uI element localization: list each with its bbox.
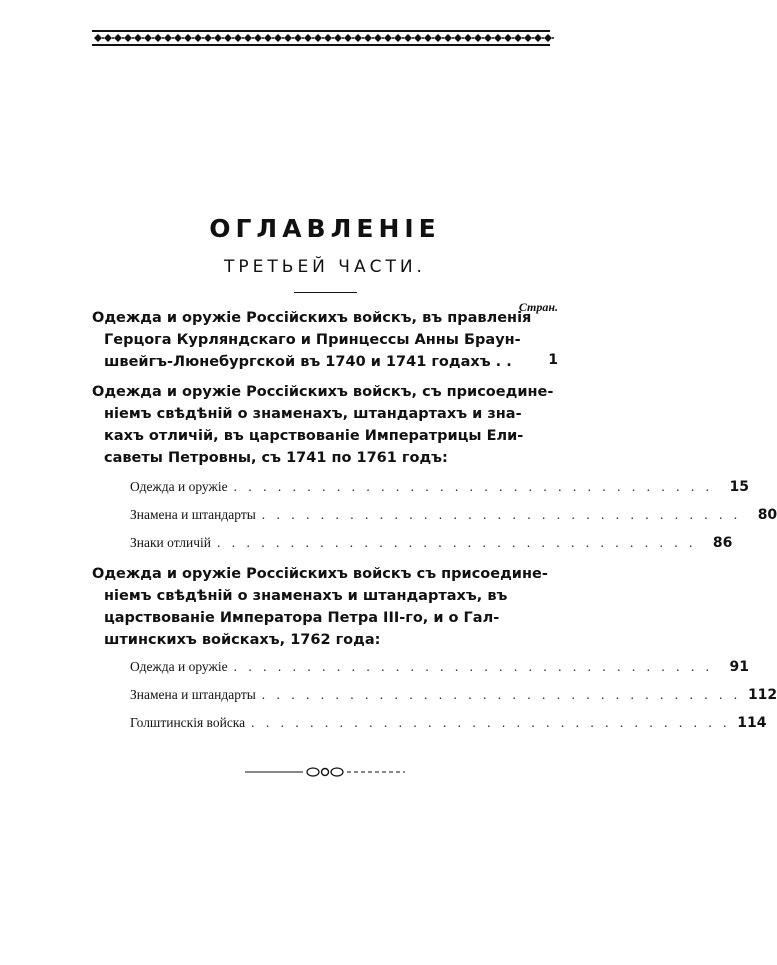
dot-leader: . . . . . . . . . . . . . . . . . . . . . . . . . . . . . . . . . (261, 507, 742, 522)
toc-entry-page: 86 (712, 535, 733, 551)
section-line: кахъ отличій, въ царствованіе Императрицы Ели- (104, 428, 524, 444)
toc-entry-page: 80 (757, 507, 777, 523)
toc-section-2 (92, 381, 558, 469)
section-line: штинскихъ войскахъ, 1762 года: (104, 632, 381, 648)
toc-entry (130, 533, 733, 553)
toc-section-1 (92, 307, 558, 373)
page-column-heading: Стран. (518, 300, 558, 314)
section-line: Одежда и оружіе Россійскихъ войскъ съ присоедине- (92, 566, 548, 582)
section-line: Герцога Курляндскаго и Принцессы Анны Браун- (104, 332, 521, 348)
dot-leader: . . . . . . . . . . . . . . . . . . . . . . . . . . . . . . . . . (233, 479, 713, 494)
toc-entry-label: Знамена и штандарты (130, 507, 256, 522)
section-line: ніемъ свѣдѣній о знаменахъ, штандартахъ и зна- (104, 406, 522, 422)
toc-entry-label: Одежда и оружіе (130, 479, 228, 494)
section-line: швейгъ-Люнебургской въ 1740 и 1741 годахъ . . (104, 354, 512, 370)
toc-entry-label: Голштинскія войска (130, 715, 246, 730)
section-line: Одежда и оружіе Россійскихъ войскъ, въ правленія (92, 310, 532, 326)
toc-entry-page: 112 (747, 687, 777, 703)
toc-entry (130, 657, 749, 677)
dot-leader: . . . . . . . . . . . . . . . . . . . . . . . . . . . . . . . . . (251, 715, 731, 730)
dot-leader: . . . . . . . . . . . . . . . . . . . . . . . . . . . . . . . . . (261, 687, 742, 702)
toc-section-3 (92, 563, 558, 651)
toc-entry (130, 685, 777, 705)
top-ornament-border (92, 30, 550, 46)
toc-entry-page: 15 (729, 479, 749, 495)
title-divider (294, 292, 357, 293)
toc-entry-label: Одежда и оружіе (130, 659, 228, 674)
toc-entry (130, 477, 749, 497)
toc-entry-page: 114 (737, 715, 767, 731)
dot-leader: . . . . . . . . . . . . . . . . . . . . . . . . . . . . . . . . . (217, 535, 697, 550)
section-line: Одежда и оружіе Россійскихъ войскъ, съ присоедине- (92, 384, 554, 400)
page-subtitle: ТРЕТЬЕЙ ЧАСТИ. (224, 257, 426, 277)
toc-entry (130, 505, 777, 525)
section-line: царствованіе Императора Петра III-го, и о Гал- (104, 610, 500, 626)
toc-entry-label: Знамена и штандарты (130, 687, 256, 702)
toc-entry-label: Знаки отличій (130, 535, 211, 550)
toc-entry-page: 91 (729, 659, 749, 675)
page-title: ОГЛАВЛЕНІЕ (209, 214, 441, 243)
section-line: ніемъ свѣдѣній о знаменахъ и штандартахъ, въ (104, 588, 508, 604)
bottom-ornament-flourish (245, 765, 405, 779)
toc-entry (130, 713, 767, 733)
section-line: саветы Петровны, съ 1741 по 1761 годъ: (104, 450, 448, 466)
section-page-number: 1 (548, 352, 558, 368)
dot-leader: . . . . . . . . . . . . . . . . . . . . . . . . . . . . . . . . . (233, 659, 713, 674)
